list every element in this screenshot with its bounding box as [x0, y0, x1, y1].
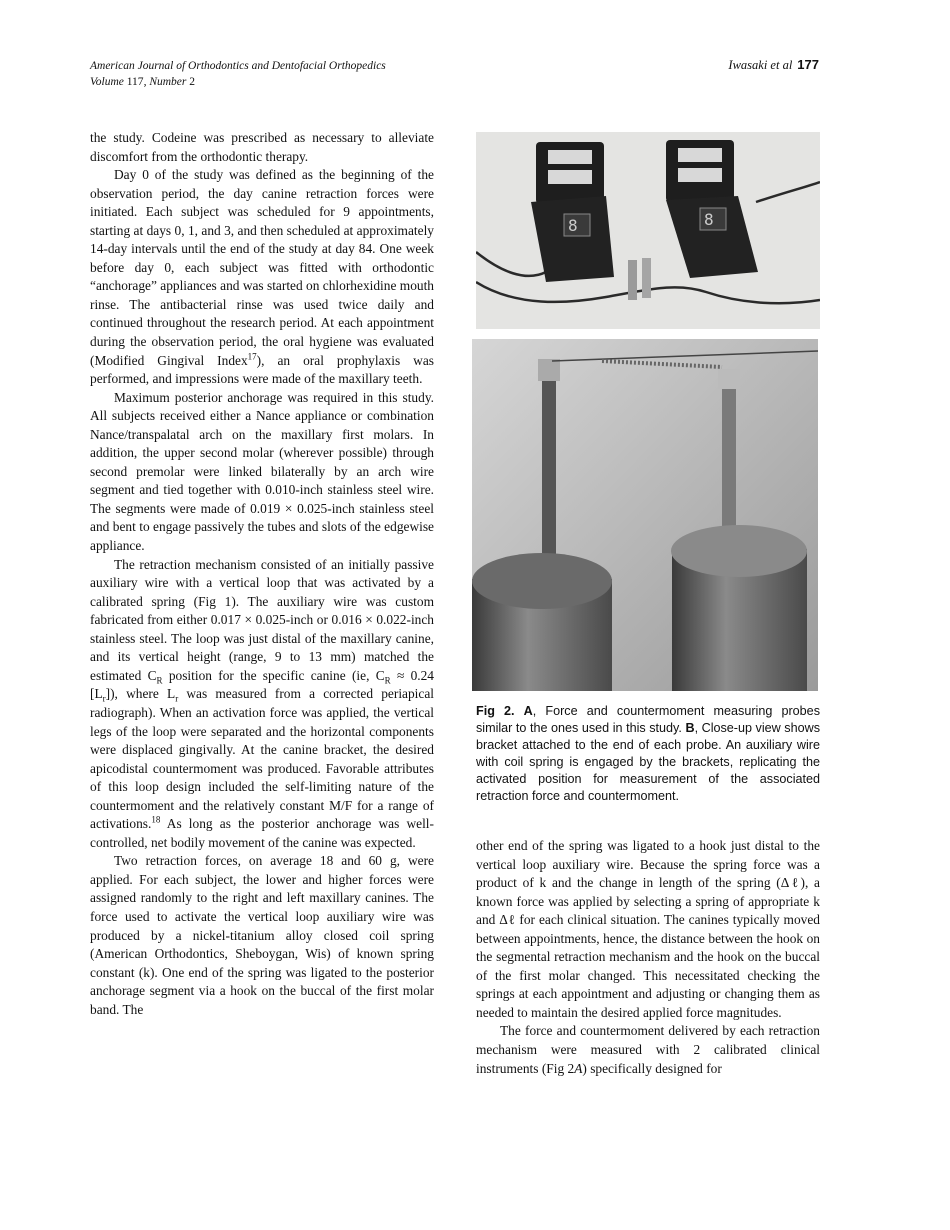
page-number: 177	[797, 57, 819, 72]
measuring-instruments-image	[476, 132, 820, 329]
journal-title: American Journal of Orthodontics and Dentofacial Orthopedics	[90, 60, 386, 72]
left-text-column	[90, 129, 434, 1019]
authors: Iwasaki et al	[728, 58, 793, 72]
probe-closeup-image	[472, 339, 818, 691]
paragraph: Maximum posterior anchorage was required in this study. All subjects received either a Nance appliance or combination Nance/transpalatal arch on the maxillary first molars. In addition, the upper second molar (wherever possible) through second premolar were linked bilaterally by an arch wire segment and tied together with 0.010-inch stainless steel wire. The segments were made of 0.019 × 0.025-inch stainless steel and bent to engage passively the tubes and slots of the edgewise appliance.	[90, 389, 434, 554]
journal-volume-line: Volume 117, Number 2	[90, 76, 195, 88]
running-header-authors	[728, 57, 819, 73]
svg-text:8: 8	[704, 210, 714, 229]
right-text-column	[476, 837, 820, 1078]
figure-2b-photo	[472, 339, 818, 691]
paragraph: the study. Codeine was prescribed as necessary to alleviate discomfort from the orthodontic therapy.	[90, 130, 434, 164]
paragraph: Two retraction forces, on average 18 and 60 g, were applied. For each subject, the lower and higher forces were assigned randomly to the right and left maxillary canines. The force used to activate the vertical loop auxiliary wire was produced by a nickel-titanium alloy closed coil spring (American Orthodontics, Sheboygan, Wis) of known spring constant (k). One end of the spring was ligated to the posterior anchorage segment via a hook on the buccal of the first molar band. The	[90, 853, 434, 1017]
running-header-journal	[90, 58, 386, 90]
paragraph: Day 0 of the study was defined as the beginning of the observation period, the day canine retraction forces were initiated. Each subject was scheduled for 9 appointments, starting at days 0, 1, and 3, and then scheduled at approximately 14-day intervals until the end of the study at day 84. One week before day 0, each subject was fitted with orthodontic “anchorage” appliances and was started on chlorhexidine mouth rinse. The antibacterial rinse was used twice daily and continued throughout the research period. At each appointment during the observation period, the oral hygiene was evaluated (Modified Gingival Index$^{17}$), an oral prophylaxis was performed, and impressions were made of the maxillary teeth.	[90, 167, 434, 387]
figure-2-caption: Fig 2. A, Force and countermoment measuring probes similar to the ones used in this study. B, Close-up view shows bracket attached to the end of each probe. An auxiliary wire with coil spring is engaged by the brackets, replicating the activated position for measurement of the associated retraction force and countermoment.	[476, 704, 820, 804]
svg-text:8: 8	[568, 216, 578, 235]
paragraph: other end of the spring was ligated to a hook just distal to the vertical loop auxiliary wire. Because the spring force was a product of k and the change in length of the spring (Δℓ), a known force was applied by selecting a spring of appropriate k and Δℓ for each clinical situation. The canines typically moved between appointments, hence, the distance between the hook on the segmental retraction mechanism and the hook on the buccal of the first molar changed. This necessitated checking the springs at each appointment and adjusting or changing them as needed to maintain the desired applied force magnitudes.	[476, 838, 820, 1020]
figure-2a-photo	[476, 132, 820, 329]
paragraph: The retraction mechanism consisted of an initially passive auxiliary wire with a vertical loop that was activated by a calibrated spring (Fig 1). The auxiliary wire was custom fabricated from either 0.017 × 0.025-inch or 0.016 × 0.022-inch stainless steel. The loop was just distal of the maxillary canine, and its vertical height (range, 9 to 13 mm) matched the estimated $C_R$ position for the specific canine (ie, $C_R \approx 0.24$ $[L_r]$), where $L_r$ was measured from a corrected periapical radiograph). When an activation force was applied, the vertical legs of the loop were separated and the horizontal components were displaced gingivally. At the canine bracket, the desired apicodistal countermoment was produced. Favorable attributes of this loop design included the self-limiting nature of the countermoment and the relatively constant M/F for a range of activations.$^{18}$ As long as the posterior anchorage was well-controlled, net bodily movement of the canine was expected.	[90, 556, 435, 850]
paragraph: The force and countermoment delivered by each retraction mechanism were measured with 2 calibrated clinical instruments (Fig 2A) specifically designed for	[476, 1023, 820, 1076]
